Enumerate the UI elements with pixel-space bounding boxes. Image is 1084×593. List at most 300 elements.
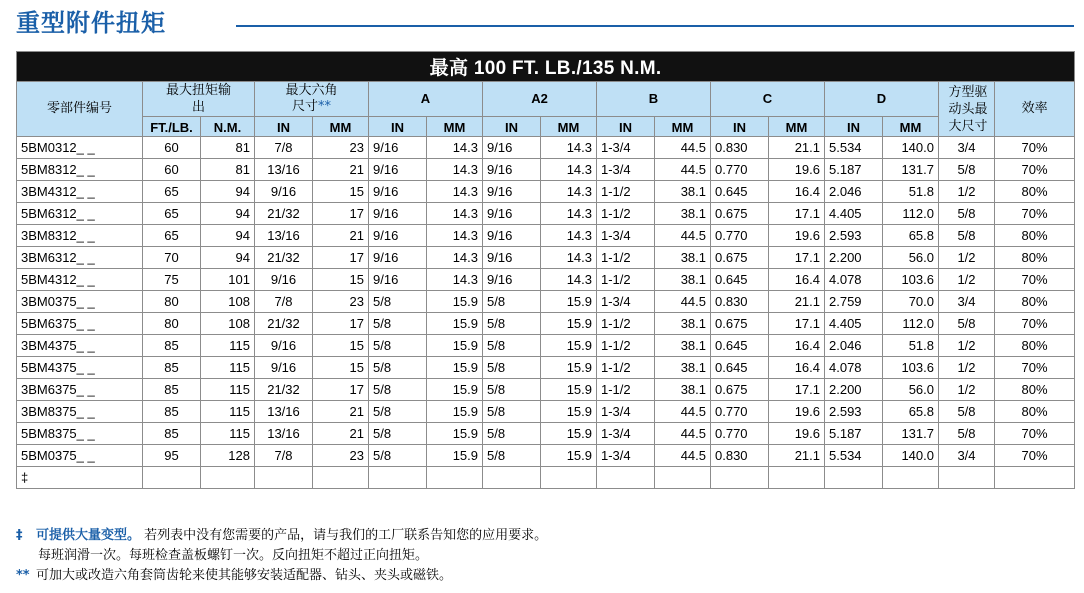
cell-b-mm: 44.5	[655, 291, 711, 313]
header-a: A	[369, 82, 483, 117]
cell-c-mm: 19.6	[769, 423, 825, 445]
cell-a2-in: 9/16	[483, 159, 541, 181]
header-row-2	[17, 117, 1075, 137]
cell-hex-in: 13/16	[255, 401, 313, 423]
cell-b-in: 1-1/2	[597, 181, 655, 203]
cell-hex-in: 13/16	[255, 423, 313, 445]
cell-c-mm: 17.1	[769, 379, 825, 401]
cell-a2-mm	[541, 467, 597, 489]
cell-square-drive: 1/2	[939, 335, 995, 357]
table-row	[17, 181, 1075, 203]
cell-max-torque-ftlb: 60	[143, 159, 201, 181]
cell-a-in: 5/8	[369, 357, 427, 379]
cell-max-torque-nm: 115	[201, 379, 255, 401]
cell-part-number: 3BM4375_ _	[17, 335, 143, 357]
star-text: 可加大或改造六角套筒齿轮来使其能够安装适配器、钻头、夹头或磁铁。	[36, 568, 453, 583]
cell-max-torque-nm: 115	[201, 357, 255, 379]
cell-max-torque-ftlb: 60	[143, 137, 201, 159]
cell-max-torque-ftlb: 70	[143, 247, 201, 269]
cell-hex-mm	[313, 467, 369, 489]
cell-square-drive: 5/8	[939, 159, 995, 181]
cell-a-in: 9/16	[369, 225, 427, 247]
table-row	[17, 445, 1075, 467]
cell-d-in: 2.046	[825, 335, 883, 357]
header-max-hex-mark: **	[318, 99, 331, 114]
cell-a-mm: 15.9	[427, 313, 483, 335]
cell-a2-mm: 14.3	[541, 203, 597, 225]
dagger-bold-text: 可提供大量变型。	[36, 528, 141, 543]
cell-hex-mm: 17	[313, 379, 369, 401]
header-a2-mm: MM	[541, 117, 597, 137]
cell-c-mm: 21.1	[769, 137, 825, 159]
cell-c-in: 0.770	[711, 159, 769, 181]
cell-d-mm: 140.0	[883, 445, 939, 467]
cell-max-torque-nm: 94	[201, 225, 255, 247]
cell-a2-in: 5/8	[483, 401, 541, 423]
cell-a2-in: 9/16	[483, 137, 541, 159]
cell-c-in: 0.645	[711, 357, 769, 379]
cell-d-in: 2.046	[825, 181, 883, 203]
cell-a-mm	[427, 467, 483, 489]
footnotes	[16, 526, 1074, 586]
cell-a-in: 5/8	[369, 423, 427, 445]
cell-d-mm: 140.0	[883, 137, 939, 159]
cell-c-mm: 16.4	[769, 181, 825, 203]
cell-max-torque-nm: 81	[201, 159, 255, 181]
cell-part-number: 5BM4312_ _	[17, 269, 143, 291]
cell-a2-mm: 15.9	[541, 313, 597, 335]
cell-a2-in: 5/8	[483, 379, 541, 401]
header-b-mm: MM	[655, 117, 711, 137]
table-row	[17, 335, 1075, 357]
cell-d-mm: 51.8	[883, 181, 939, 203]
cell-b-in: 1-1/2	[597, 335, 655, 357]
cell-c-mm: 17.1	[769, 313, 825, 335]
max-torque-banner: 最高 100 FT. LB./135 N.M.	[17, 52, 1075, 82]
cell-c-in: 0.830	[711, 291, 769, 313]
header-c-in: IN	[711, 117, 769, 137]
cell-square-drive: 1/2	[939, 357, 995, 379]
table-row	[17, 313, 1075, 335]
cell-a2-in: 5/8	[483, 357, 541, 379]
cell-part-number: 5BM0312_ _	[17, 137, 143, 159]
cell-hex-mm: 21	[313, 401, 369, 423]
cell-b-mm: 38.1	[655, 247, 711, 269]
cell-a2-mm: 14.3	[541, 225, 597, 247]
cell-hex-mm: 17	[313, 247, 369, 269]
header-max-hex-line2: 尺寸	[291, 99, 318, 114]
cell-b-in: 1-1/2	[597, 247, 655, 269]
header-efficiency: 效率	[995, 82, 1075, 137]
cell-square-drive: 1/2	[939, 379, 995, 401]
cell-hex-in: 9/16	[255, 269, 313, 291]
header-nm: N.M.	[201, 117, 255, 137]
cell-max-torque-ftlb: 85	[143, 423, 201, 445]
header-max-torque-label: 最大扭矩输出	[165, 83, 231, 115]
header-d-in: IN	[825, 117, 883, 137]
cell-a2-in: 9/16	[483, 225, 541, 247]
cell-hex-in: 7/8	[255, 445, 313, 467]
cell-part-number: 5BM6375_ _	[17, 313, 143, 335]
cell-b-in: 1-1/2	[597, 357, 655, 379]
cell-c-mm: 17.1	[769, 247, 825, 269]
cell-a-mm: 15.9	[427, 357, 483, 379]
cell-c-mm: 21.1	[769, 291, 825, 313]
cell-b-in: 1-1/2	[597, 313, 655, 335]
cell-efficiency: 80%	[995, 291, 1075, 313]
cell-a-mm: 15.9	[427, 379, 483, 401]
cell-part-number: 5BM0375_ _	[17, 445, 143, 467]
cell-b-mm: 44.5	[655, 423, 711, 445]
header-a2: A2	[483, 82, 597, 117]
cell-a-mm: 15.9	[427, 423, 483, 445]
cell-a2-mm: 14.3	[541, 137, 597, 159]
cell-d-mm: 131.7	[883, 423, 939, 445]
cell-square-drive	[939, 467, 995, 489]
cell-b-mm: 38.1	[655, 357, 711, 379]
cell-hex-in: 13/16	[255, 225, 313, 247]
cell-a-mm: 15.9	[427, 291, 483, 313]
cell-b-mm: 38.1	[655, 313, 711, 335]
cell-part-number: 3BM4312_ _	[17, 181, 143, 203]
table-row	[17, 269, 1075, 291]
cell-hex-mm: 23	[313, 291, 369, 313]
cell-d-mm: 56.0	[883, 247, 939, 269]
cell-max-torque-ftlb: 75	[143, 269, 201, 291]
cell-a-in: 5/8	[369, 313, 427, 335]
cell-a2-mm: 15.9	[541, 357, 597, 379]
cell-a-in: 5/8	[369, 445, 427, 467]
cell-b-in	[597, 467, 655, 489]
cell-c-in: 0.830	[711, 445, 769, 467]
cell-a2-mm: 14.3	[541, 269, 597, 291]
cell-d-mm: 112.0	[883, 313, 939, 335]
cell-max-torque-nm: 81	[201, 137, 255, 159]
cell-c-in: 0.770	[711, 401, 769, 423]
cell-hex-mm: 23	[313, 445, 369, 467]
cell-d-in: 2.593	[825, 401, 883, 423]
table-row	[17, 159, 1075, 181]
cell-b-in: 1-3/4	[597, 401, 655, 423]
cell-c-mm: 16.4	[769, 269, 825, 291]
cell-max-torque-nm	[201, 467, 255, 489]
cell-a-in: 9/16	[369, 203, 427, 225]
header-hex-in: IN	[255, 117, 313, 137]
cell-b-in: 1-3/4	[597, 159, 655, 181]
cell-d-in: 5.187	[825, 159, 883, 181]
cell-part-number: 3BM8375_ _	[17, 401, 143, 423]
cell-a-in	[369, 467, 427, 489]
cell-a-mm: 15.9	[427, 445, 483, 467]
cell-max-torque-ftlb: 85	[143, 379, 201, 401]
cell-c-mm: 21.1	[769, 445, 825, 467]
cell-a-mm: 15.9	[427, 401, 483, 423]
cell-b-mm: 38.1	[655, 269, 711, 291]
cell-d-in: 5.534	[825, 445, 883, 467]
cell-a2-in: 9/16	[483, 181, 541, 203]
table-row	[17, 203, 1075, 225]
footnote-maintenance: 每班润滑一次。每班检查盖板螺钉一次。反向扭矩不超过正向扭矩。	[38, 548, 429, 563]
cell-b-mm: 44.5	[655, 225, 711, 247]
cell-d-mm: 112.0	[883, 203, 939, 225]
cell-c-in: 0.675	[711, 379, 769, 401]
title-rule	[236, 25, 1074, 27]
cell-max-torque-ftlb: 80	[143, 291, 201, 313]
table-row	[17, 379, 1075, 401]
cell-max-torque-nm: 94	[201, 203, 255, 225]
header-hex-mm: MM	[313, 117, 369, 137]
cell-part-number: 5BM8312_ _	[17, 159, 143, 181]
cell-hex-mm: 17	[313, 313, 369, 335]
title-row	[16, 6, 1074, 40]
cell-efficiency	[995, 467, 1075, 489]
cell-d-mm: 65.8	[883, 401, 939, 423]
cell-efficiency: 70%	[995, 313, 1075, 335]
cell-a-in: 9/16	[369, 137, 427, 159]
header-d-mm: MM	[883, 117, 939, 137]
cell-d-in: 5.534	[825, 137, 883, 159]
cell-part-number: 3BM6375_ _	[17, 379, 143, 401]
cell-hex-in: 21/32	[255, 379, 313, 401]
cell-c-in: 0.675	[711, 313, 769, 335]
cell-b-mm: 44.5	[655, 445, 711, 467]
table-body	[17, 137, 1075, 489]
cell-a2-mm: 15.9	[541, 379, 597, 401]
cell-d-in: 4.078	[825, 269, 883, 291]
cell-a2-in: 9/16	[483, 247, 541, 269]
cell-a2-in: 5/8	[483, 335, 541, 357]
table-row	[17, 401, 1075, 423]
cell-c-in: 0.645	[711, 181, 769, 203]
cell-a-in: 5/8	[369, 335, 427, 357]
cell-hex-in	[255, 467, 313, 489]
cell-efficiency: 80%	[995, 379, 1075, 401]
cell-hex-in: 13/16	[255, 159, 313, 181]
cell-c-mm	[769, 467, 825, 489]
cell-c-mm: 19.6	[769, 225, 825, 247]
cell-max-torque-nm: 94	[201, 247, 255, 269]
cell-hex-mm: 21	[313, 159, 369, 181]
cell-c-in	[711, 467, 769, 489]
cell-efficiency: 80%	[995, 225, 1075, 247]
cell-square-drive: 5/8	[939, 423, 995, 445]
cell-a-in: 9/16	[369, 159, 427, 181]
cell-hex-mm: 17	[313, 203, 369, 225]
cell-max-torque-ftlb: 85	[143, 357, 201, 379]
cell-max-torque-nm: 128	[201, 445, 255, 467]
cell-max-torque-ftlb: 65	[143, 203, 201, 225]
cell-c-in: 0.675	[711, 203, 769, 225]
table-row	[17, 291, 1075, 313]
cell-c-in: 0.830	[711, 137, 769, 159]
table-row	[17, 137, 1075, 159]
cell-part-number: 5BM8375_ _	[17, 423, 143, 445]
cell-b-mm: 44.5	[655, 401, 711, 423]
cell-a-in: 9/16	[369, 181, 427, 203]
cell-max-torque-nm: 115	[201, 423, 255, 445]
cell-hex-in: 21/32	[255, 203, 313, 225]
cell-max-torque-ftlb	[143, 467, 201, 489]
cell-a2-in: 5/8	[483, 313, 541, 335]
table-row	[17, 225, 1075, 247]
cell-a2-in: 5/8	[483, 445, 541, 467]
cell-b-mm: 44.5	[655, 137, 711, 159]
cell-square-drive: 5/8	[939, 203, 995, 225]
cell-c-in: 0.770	[711, 423, 769, 445]
cell-a-mm: 14.3	[427, 181, 483, 203]
cell-b-in: 1-3/4	[597, 445, 655, 467]
cell-efficiency: 80%	[995, 247, 1075, 269]
cell-b-mm	[655, 467, 711, 489]
cell-d-in: 4.078	[825, 357, 883, 379]
cell-a-mm: 14.3	[427, 247, 483, 269]
cell-efficiency: 70%	[995, 203, 1075, 225]
cell-c-mm: 19.6	[769, 401, 825, 423]
cell-efficiency: 70%	[995, 445, 1075, 467]
cell-a2-mm: 15.9	[541, 291, 597, 313]
cell-a2-mm: 14.3	[541, 247, 597, 269]
page-title: 重型附件扭矩	[16, 9, 166, 37]
cell-max-torque-ftlb: 95	[143, 445, 201, 467]
cell-a-mm: 14.3	[427, 137, 483, 159]
cell-part-number: 3BM8312_ _	[17, 225, 143, 247]
header-c-mm: MM	[769, 117, 825, 137]
cell-hex-mm: 23	[313, 137, 369, 159]
cell-max-torque-ftlb: 85	[143, 401, 201, 423]
cell-efficiency: 70%	[995, 423, 1075, 445]
cell-a-mm: 14.3	[427, 269, 483, 291]
table-row	[17, 357, 1075, 379]
cell-c-mm: 16.4	[769, 335, 825, 357]
cell-a-mm: 15.9	[427, 335, 483, 357]
cell-d-in: 5.187	[825, 423, 883, 445]
cell-hex-mm: 15	[313, 269, 369, 291]
cell-square-drive: 1/2	[939, 269, 995, 291]
cell-square-drive: 3/4	[939, 137, 995, 159]
header-part-number: 零部件编号	[17, 82, 143, 137]
header-d: D	[825, 82, 939, 117]
cell-a2-in	[483, 467, 541, 489]
cell-d-mm: 70.0	[883, 291, 939, 313]
header-row-1	[17, 82, 1075, 117]
cell-d-mm: 65.8	[883, 225, 939, 247]
cell-max-torque-nm: 115	[201, 401, 255, 423]
cell-square-drive: 5/8	[939, 313, 995, 335]
cell-a2-in: 5/8	[483, 423, 541, 445]
cell-b-mm: 38.1	[655, 181, 711, 203]
cell-efficiency: 70%	[995, 137, 1075, 159]
cell-d-in: 2.593	[825, 225, 883, 247]
cell-a2-mm: 15.9	[541, 423, 597, 445]
cell-efficiency: 80%	[995, 335, 1075, 357]
cell-d-in: 4.405	[825, 203, 883, 225]
cell-b-mm: 38.1	[655, 203, 711, 225]
cell-a2-mm: 15.9	[541, 445, 597, 467]
cell-c-in: 0.770	[711, 225, 769, 247]
dagger-text: 若列表中没有您需要的产品，请与我们的工厂联系告知您的应用要求。	[144, 528, 548, 543]
cell-hex-mm: 15	[313, 335, 369, 357]
header-max-hex-line1: 最大六角	[285, 83, 338, 98]
cell-d-mm: 131.7	[883, 159, 939, 181]
cell-c-mm: 16.4	[769, 357, 825, 379]
cell-efficiency: 70%	[995, 269, 1075, 291]
cell-hex-in: 9/16	[255, 335, 313, 357]
cell-hex-in: 21/32	[255, 313, 313, 335]
header-square-drive	[939, 82, 995, 137]
cell-c-in: 0.675	[711, 247, 769, 269]
cell-b-in: 1-1/2	[597, 203, 655, 225]
cell-efficiency: 70%	[995, 357, 1075, 379]
cell-efficiency: 80%	[995, 181, 1075, 203]
cell-b-in: 1-3/4	[597, 225, 655, 247]
cell-hex-in: 7/8	[255, 137, 313, 159]
cell-b-in: 1-3/4	[597, 291, 655, 313]
cell-d-mm: 103.6	[883, 269, 939, 291]
header-ftlb: FT./LB.	[143, 117, 201, 137]
cell-hex-in: 21/32	[255, 247, 313, 269]
cell-d-mm: 56.0	[883, 379, 939, 401]
cell-d-in	[825, 467, 883, 489]
cell-hex-in: 7/8	[255, 291, 313, 313]
cell-square-drive: 5/8	[939, 401, 995, 423]
cell-hex-mm: 15	[313, 357, 369, 379]
cell-a2-mm: 14.3	[541, 181, 597, 203]
cell-a-in: 9/16	[369, 247, 427, 269]
cell-part-number: 3BM0375_ _	[17, 291, 143, 313]
cell-square-drive: 3/4	[939, 445, 995, 467]
cell-max-torque-ftlb: 65	[143, 181, 201, 203]
cell-a2-in: 5/8	[483, 291, 541, 313]
cell-a2-mm: 14.3	[541, 159, 597, 181]
cell-b-in: 1-3/4	[597, 423, 655, 445]
cell-square-drive: 5/8	[939, 225, 995, 247]
cell-part-number: 5BM4375_ _	[17, 357, 143, 379]
cell-a2-in: 9/16	[483, 269, 541, 291]
cell-max-torque-nm: 94	[201, 181, 255, 203]
cell-a2-in: 9/16	[483, 203, 541, 225]
header-b-in: IN	[597, 117, 655, 137]
dagger-mark: ‡	[16, 528, 23, 543]
cell-max-torque-ftlb: 85	[143, 335, 201, 357]
header-c: C	[711, 82, 825, 117]
cell-c-mm: 19.6	[769, 159, 825, 181]
cell-a2-mm: 15.9	[541, 335, 597, 357]
cell-a-in: 9/16	[369, 269, 427, 291]
footnote-star	[16, 566, 1074, 586]
cell-a2-mm: 15.9	[541, 401, 597, 423]
cell-d-mm	[883, 467, 939, 489]
cell-b-in: 1-3/4	[597, 137, 655, 159]
cell-part-number: 3BM6312_ _	[17, 247, 143, 269]
cell-a-in: 5/8	[369, 379, 427, 401]
cell-d-mm: 51.8	[883, 335, 939, 357]
table-row	[17, 247, 1075, 269]
cell-d-in: 2.200	[825, 379, 883, 401]
cell-a-mm: 14.3	[427, 159, 483, 181]
torque-spec-table	[16, 51, 1075, 489]
cell-d-in: 4.405	[825, 313, 883, 335]
cell-a-mm: 14.3	[427, 225, 483, 247]
cell-c-in: 0.645	[711, 335, 769, 357]
star-mark: **	[16, 568, 30, 583]
cell-square-drive: 1/2	[939, 181, 995, 203]
header-a2-in: IN	[483, 117, 541, 137]
header-square-drive-label: 方型驱动头最大尺寸	[948, 84, 988, 134]
cell-part-number: 5BM6312_ _	[17, 203, 143, 225]
cell-max-torque-nm: 108	[201, 313, 255, 335]
cell-hex-in: 9/16	[255, 181, 313, 203]
cell-d-in: 2.200	[825, 247, 883, 269]
